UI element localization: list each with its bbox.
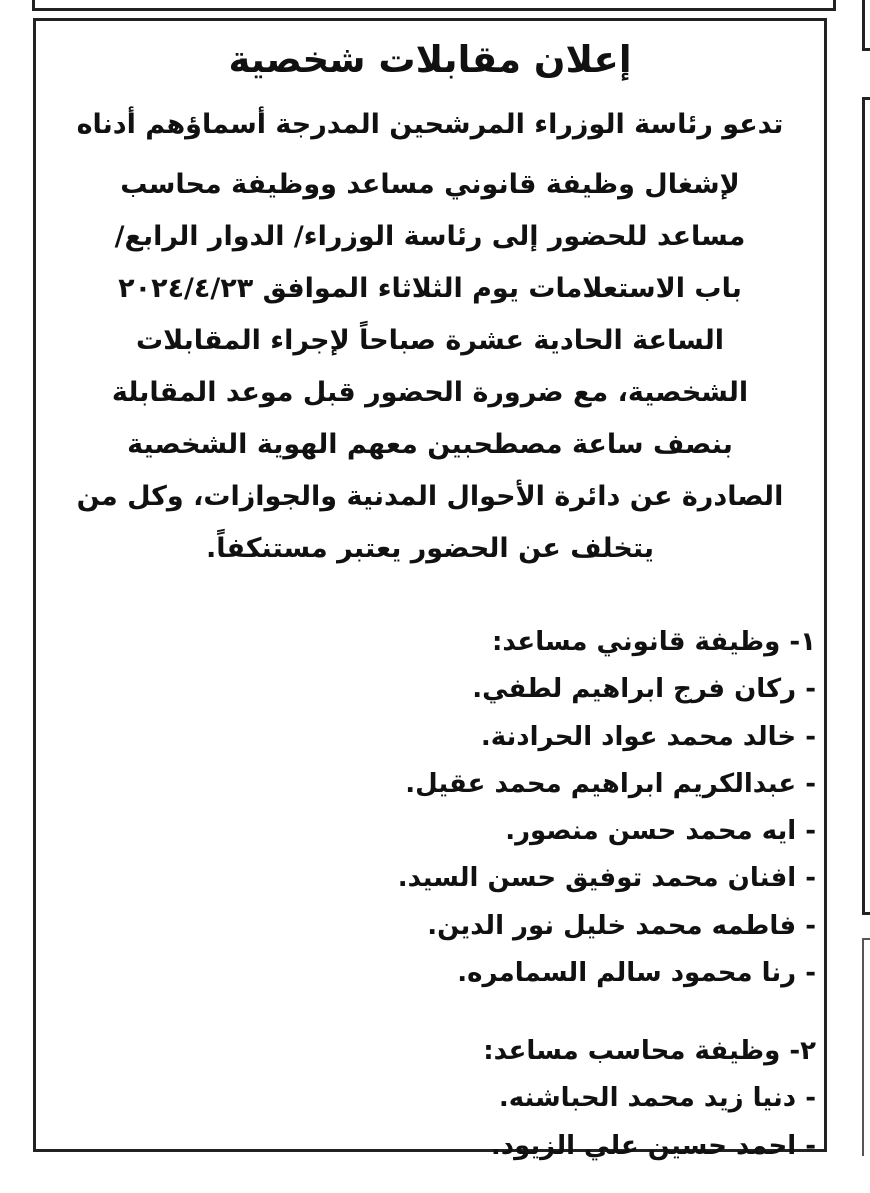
candidate-name: - احمد حسين علي الزيود.	[490, 1130, 816, 1161]
body-line: باب الاستعلامات يوم الثلاثاء الموافق ٢٠٢٤/٤/٢٣	[118, 273, 742, 304]
body-line: الشخصية، مع ضرورة الحضور قبل موعد المقابلة	[111, 377, 749, 408]
body-line: تدعو رئاسة الوزراء المرشحين المدرجة أسماؤهم أدناه	[76, 109, 784, 140]
candidate-name: - ركان فرج ابراهيم لطفي.	[472, 674, 816, 705]
announcement-box	[33, 18, 827, 1161]
body-line: يتخلف عن الحضور يعتبر مستنكفاً.	[205, 533, 655, 564]
announcement-title: إعلان مقابلات شخصية	[228, 38, 632, 81]
candidate-name: - عبدالكريم ابراهيم محمد عقيل.	[405, 768, 816, 799]
body-line: لإشغال وظيفة قانوني مساعد ووظيفة محاسب	[120, 169, 740, 200]
candidate-name: - افنان محمد توفيق حسن السيد.	[397, 863, 816, 894]
section-legal-assistant	[44, 619, 816, 997]
adjacent-article-border-top	[32, 0, 836, 11]
body-line: بنصف ساعة مصطحبين معهم الهوية الشخصية	[127, 429, 733, 460]
candidate-name: - ايه محمد حسن منصور.	[505, 816, 816, 847]
candidate-name: - فاطمه محمد خليل نور الدين.	[427, 910, 816, 941]
section-heading: ٢- وظيفة محاسب مساعد:	[483, 1036, 816, 1066]
body-line: الساعة الحادية عشرة صباحاً لإجراء المقابلات	[136, 325, 724, 356]
candidate-name: - رنا محمود سالم السمامره.	[457, 958, 816, 989]
announcement-body	[42, 99, 818, 575]
adjacent-column-border-bottom	[862, 938, 870, 1156]
adjacent-column-border-top	[862, 0, 870, 51]
body-line: الصادرة عن دائرة الأحوال المدنية والجوازات، وكل من	[76, 481, 784, 512]
adjacent-column-border-middle	[862, 97, 870, 915]
candidate-name: - خالد محمد عواد الحرادنة.	[480, 721, 816, 752]
section-heading: ١- وظيفة قانوني مساعد:	[492, 627, 816, 657]
body-line: مساعد للحضور إلى رئاسة الوزراء/ الدوار الرابع/	[114, 221, 746, 252]
candidate-name: - دنيا زيد محمد الحباشنه.	[498, 1083, 816, 1114]
section-assistant-accountant	[44, 1028, 816, 1170]
